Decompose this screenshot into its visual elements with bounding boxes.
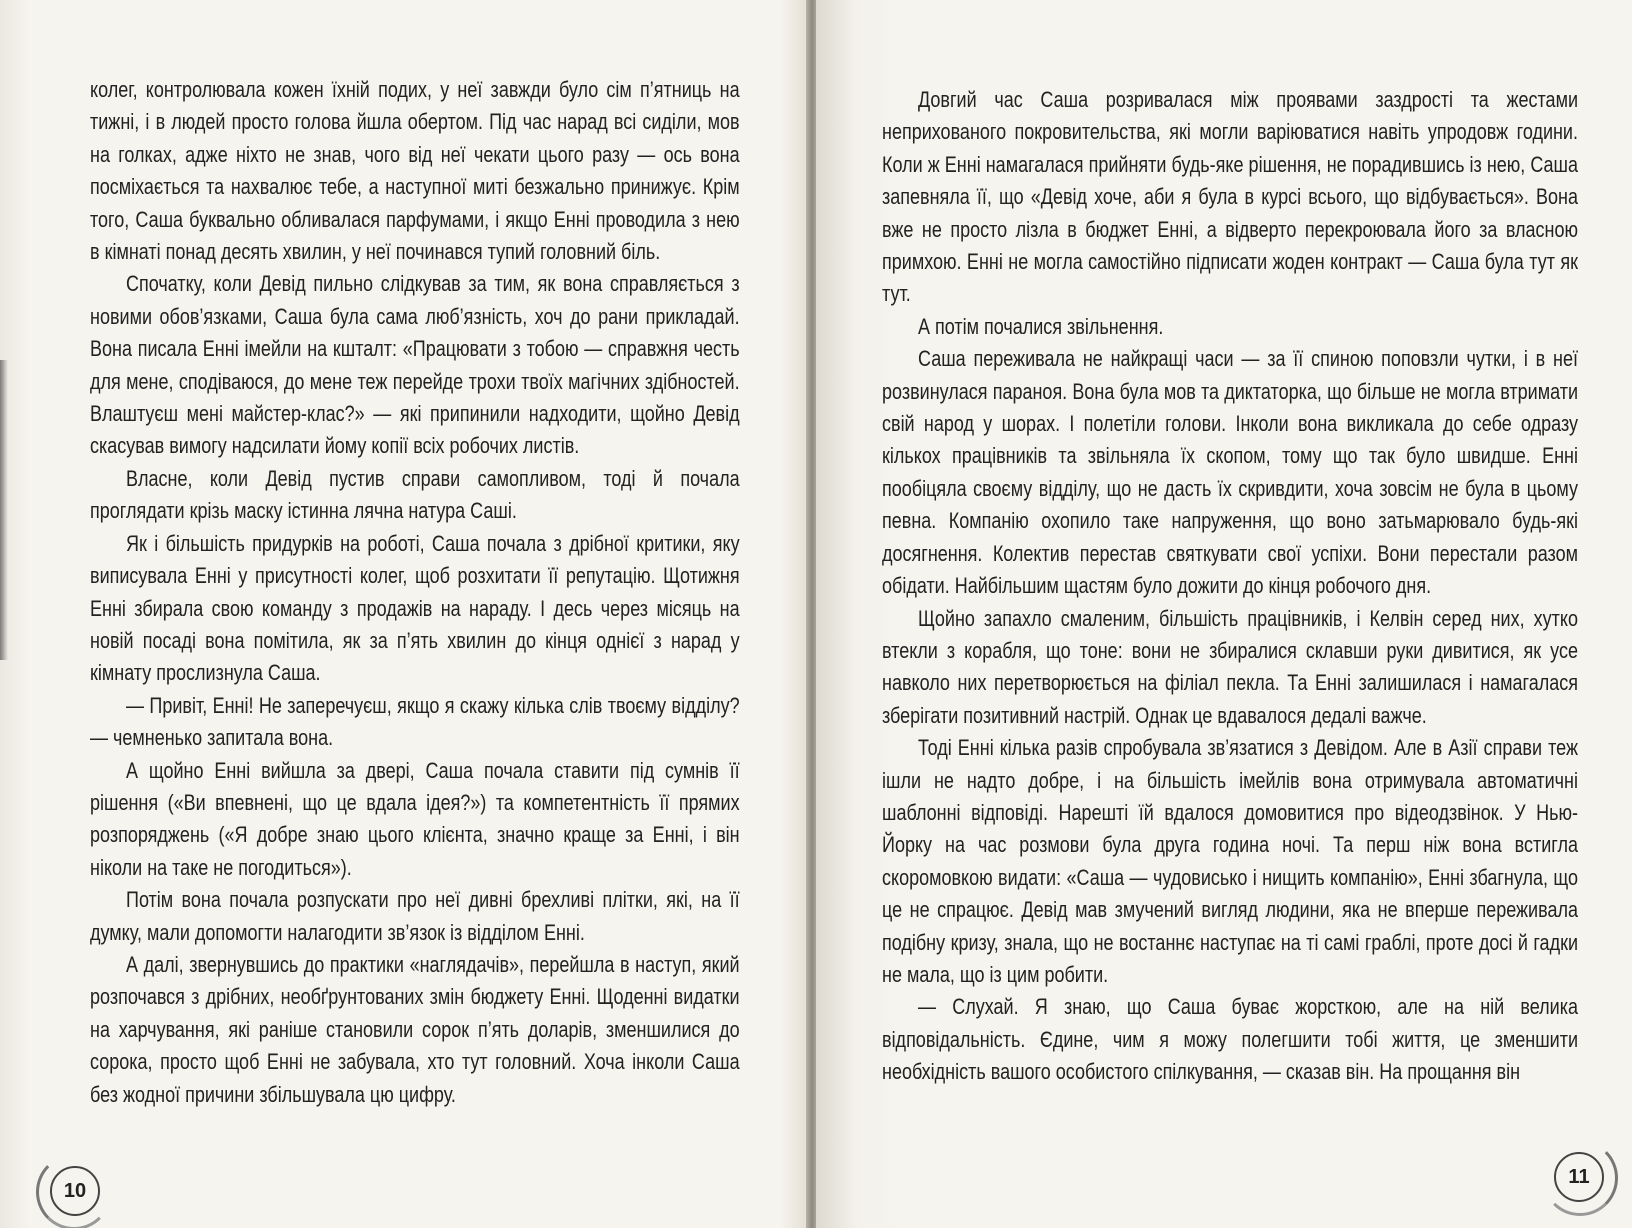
paragraph: А далі, звернувшись до практики «наглядачів», перейшла в наступ, який розпочався з дрібних, необґрунтованих змін бюджету Енні. Щоденні видатки на харчування, які раніше становили сорок п’ять доларів, зменшилися до сорока, просто щоб Енні не забувала, хто тут головний. Хоча інколи Саша без жодної причини збільшувала цю цифру. <box>90 951 740 1107</box>
paragraph: — Привіт, Енні! Не заперечуєш, якщо я скажу кілька слів твоєму відділу? — чемненько запитала вона. <box>90 692 740 751</box>
paragraph: Власне, коли Девід пустив справи самопливом, тоді й почала проглядати крізь маску істинна лячна натура Саші. <box>90 465 740 524</box>
paragraph: А щойно Енні вийшла за двері, Саша почала ставити під сумнів її рішення («Ви впевнені, що це вдала ідея?») та компетентність її прямих розпоряджень («Я добре знаю цього клієнта, значно краще за Енні, і він ніколи на таке не погодиться»). <box>90 757 740 880</box>
page-number: 11 <box>1554 1152 1604 1202</box>
right-page <box>816 0 1632 1228</box>
paragraph: Тоді Енні кілька разів спробувала зв’язатися з Девідом. Але в Азії справи теж ішли не надто добре, і на більшість імейлів вона отримувала автоматичні шаблонні відповіді. Нарешті їй вдалося домовитися про відеодзвінок. У Нью-Йорку на час розмови була друга година ночі. Та перш ніж вона встигла скоромовкою видати: «Саша — чудовисько і нищить компанію», Енні збагнула, що це не спрацює. Девід мав змучений вигляд людини, яка не вперше переживала подібну кризу, знала, що не востаннє наступає на ті самі граблі, проте досі й гадки не мала, що із цим робити. <box>882 735 1578 987</box>
page-number: 10 <box>50 1166 100 1216</box>
paragraph: колег, контролювала кожен їхній подих, у неї завжди було сім п’ятниць на тижні, і в людей просто голова йшла обертом. Під час нарад всі сиділи, мов на голках, адже ніхто не знав, чого від неї чекати цього разу — ось вона посміхається та нахвалює тебе, а наступної миті безжально принижує. Крім того, Саша буквально обливалася парфумами, і якщо Енні проводила з нею в кімнаті понад десять хвилин, у неї починався тупий головний біль. <box>90 77 740 265</box>
paragraph: Потім вона почала розпускати про неї дивні брехливі плітки, які, на її думку, мали допомогти налагодити зв’язок із відділом Енні. <box>90 887 740 945</box>
right-page-text <box>882 84 1578 1089</box>
left-page <box>0 0 808 1228</box>
page-edge-shadow <box>0 360 8 660</box>
paragraph: Саша переживала не найкращі часи — за її спиною поповзли чутки, і в неї розвинулася параноя. Вона була мов та диктаторка, що більше не могла втримати свій народ у шорах. І полетіли голови. Інколи вона викликала до себе одразу кількох працівників та звільняла їх скопом, тому що так було швидше. Енні пообіцяла своєму відділу, що не дасть їх скривдити, хоча зовсім не була в цьому певна. Компанію охопило таке напруження, що воно затьмарювало будь-які досягнення. Колектив перестав святкувати свої успіхи. Вони перестали разом обідати. Найбільшим щастям було дожити до кінця робочого дня. <box>882 346 1578 599</box>
paragraph: А потім почалися звільнення. <box>918 313 1164 339</box>
paragraph: Як і більшість придурків на роботі, Саша почала з дрібної критики, яку виписувала Енні у присутності колег, щоб розхитати її репутацію. Щотижня Енні збирала свою команду з продажів на нараду. І десь через місяць на новій посаді вона помітила, як за п’ять хвилин до кінця однієї з нарад у кімнату прослизнула Саша. <box>90 530 740 686</box>
paragraph: Щойно запахло смаленим, більшість працівників, і Келвін серед них, хутко втекли з корабля, що тоне: вони не збиралися склавши руки дивитися, як усе навколо них перетворюється на філіал пекла. Та Енні залишилася і намагалася зберігати позитивний настрій. Однак це вдавалося дедалі важче. <box>882 605 1578 728</box>
paragraph: Спочатку, коли Девід пильно слідкував за тим, як вона справляється з новими обов’язками, Саша була сама люб’язність, хоч до рани прикладай. Вона писала Енні імейли на кшталт: «Працювати з тобою — справжня честь для мене, сподіваюся, до мене теж перейде трохи твоїх магічних здібностей. Влаштуєш мені майстер-клас?» — які припинили надходити, щойно Девід скасував вимогу надсилати йому копії всіх робочих листів. <box>90 271 740 459</box>
left-page-text <box>90 74 740 1111</box>
paragraph: Довгий час Саша розривалася між проявами заздрості та жестами неприхованого покровительства, які могли варіюватися навіть упродовж години. Коли ж Енні намагалася прийняти будь-яке рішення, не порадившись із нею, Саша запевняла її, що «Девід хоче, аби я була в курсі всього, що відбувається». Вона вже не просто лізла в бюджет Енні, а відверто перекроювала його за власною примхою. Енні не могла самостійно підписати жоден контракт — Саша була тут як тут. <box>882 87 1578 307</box>
paragraph: — Слухай. Я знаю, що Саша буває жорсткою, але на ній велика відповідальність. Єдине, чим я можу полегшити тобі життя, це зменшити необхідність вашого особистого спілкування, — сказав він. На прощання він <box>882 994 1578 1085</box>
